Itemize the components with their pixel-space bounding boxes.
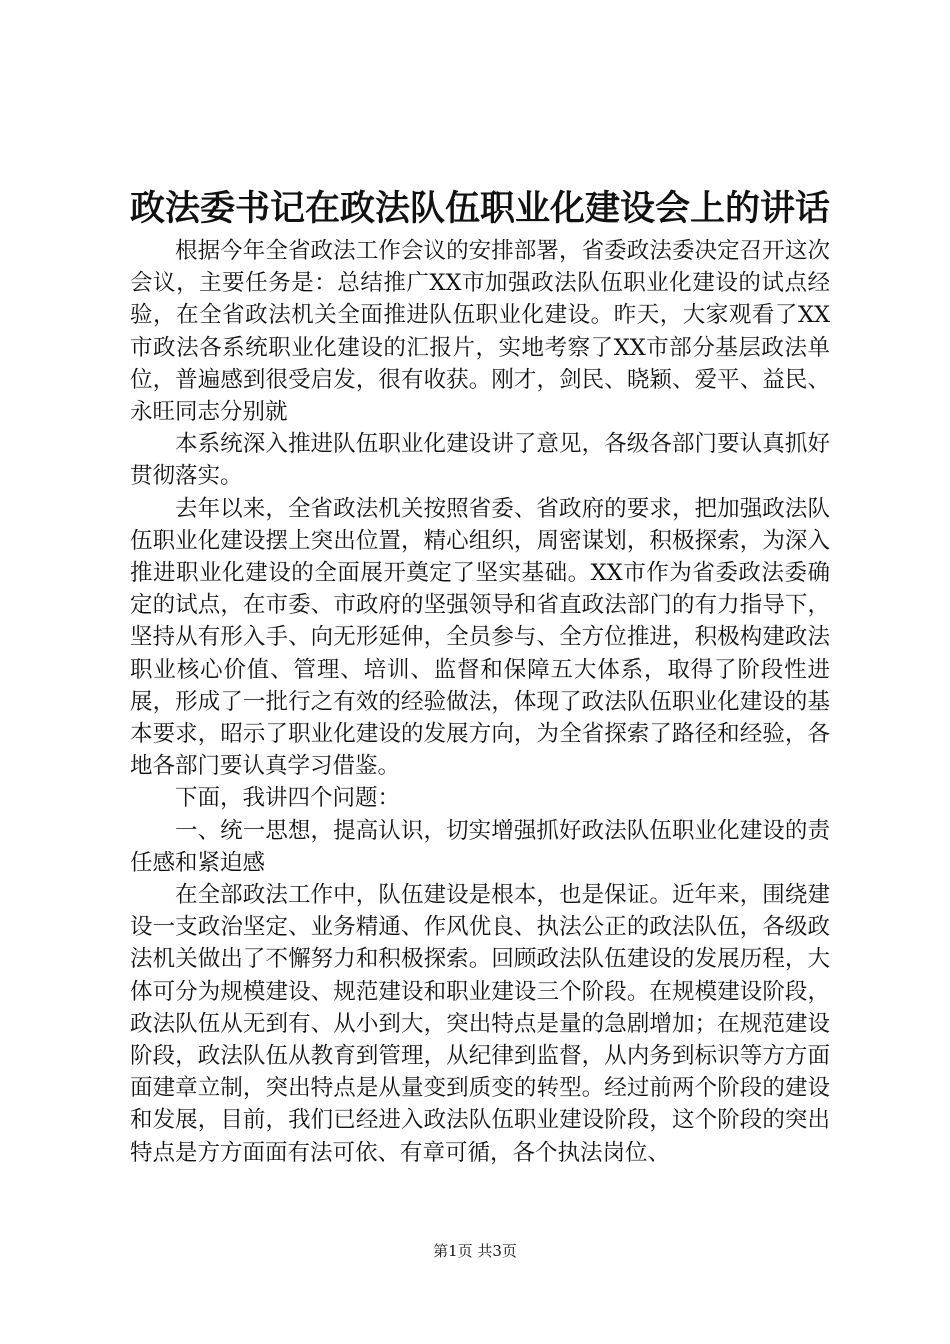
paragraph: 根据今年全省政法工作会议的安排部署，省委政法委决定召开这次会议，主要任务是：总结推广XX市加强政法队伍职业化建设的试点经验，在全省政法机关全面推进队伍职业化建设。昨天，大家观看了XX市政法各系统职业化建设的汇报片，实地考察了XX市部分基层政法单位，普遍感到很受启发，很有收获。刚才，剑民、晓颖、爱平、益民、永旺同志分别就 (130, 238, 830, 426)
paragraph: 去年以来，全省政法机关按照省委、省政府的要求，把加强政法队伍职业化建设摆上突出位置，精心组织，周密谋划，积极探索，为深入推进职业化建设的全面展开奠定了坚实基础。XX市作为省委政法委确定的试点，在市委、市政府的坚强领导和省直政法部门的有力指导下，坚持从有形入手、向无形延伸，全员参与、全方位推进，积极构建政法职业核心价值、管理、培训、监督和保障五大体系，取得了阶段性进展，形成了一批行之有效的经验做法，体现了政法队伍职业化建设的基本要求，昭示了职业化建设的发展方向，为全省探索了路径和经验，各地各部门要认真学习借鉴。 (130, 495, 830, 780)
paragraph: 下面，我讲四个问题： (175, 785, 401, 812)
paragraph: 本系统深入推进队伍职业化建设讲了意见，各级各部门要认真抓好贯彻落实。 (130, 431, 830, 490)
document-body (130, 235, 830, 1169)
document-title: 政法委书记在政法队伍职业化建设会上的讲话 (129, 188, 830, 229)
page-number: 第1页 共3页 (433, 1242, 517, 1260)
paragraph: 在全部政法工作中，队伍建设是根本，也是保证。近年来，围绕建设一支政治坚定、业务精通、作风优良、执法公正的政法队伍，各级政法机关做出了不懈努力和积极探索。回顾政法队伍建设的发展历程，大体可分为规模建设、规范建设和职业建设三个阶段。在规模建设阶段，政法队伍从无到有、从小到大，突出特点是量的急剧增加；在规范建设阶段，政法队伍从教育到管理，从纪律到监督，从内务到标识等方方面面建章立制，突出特点是从量变到质变的转型。经过前两个阶段的建设和发展，目前，我们已经进入政法队伍职业建设阶段，这个阶段的突出特点是方方面面有法可依、有章可循，各个执法岗位、 (130, 882, 830, 1166)
section-heading: 一、统一思想，提高认识，切实增强抓好政法队伍职业化建设的责任感和紧迫感 (130, 817, 830, 876)
